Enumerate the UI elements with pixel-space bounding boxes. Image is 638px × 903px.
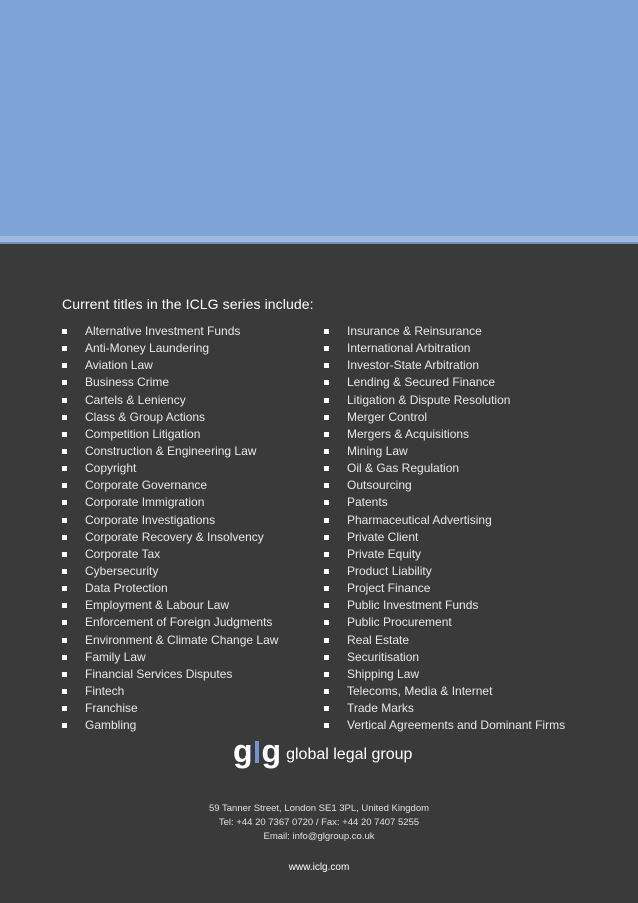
square-bullet-icon [62,586,67,591]
title-item [62,649,278,666]
title-item [62,323,278,340]
title-label: Family Law [85,649,146,664]
title-item [62,580,278,597]
title-label: Public Procurement [347,615,452,630]
titles-list-left [62,323,278,734]
title-item [324,426,565,443]
square-bullet-icon [324,672,329,677]
title-item [62,392,278,409]
square-bullet-icon [324,638,329,643]
title-item [62,666,278,683]
title-item [324,580,565,597]
title-item [62,477,278,494]
title-item [62,374,278,391]
title-label: Real Estate [347,632,410,647]
square-bullet-icon [62,432,67,437]
title-label: Cybersecurity [85,563,159,578]
square-bullet-icon [62,552,67,557]
square-bullet-icon [62,672,67,677]
square-bullet-icon [62,569,67,574]
title-label: Outsourcing [347,478,412,493]
title-item [62,460,278,477]
square-bullet-icon [62,346,67,351]
title-item [324,409,565,426]
square-bullet-icon [324,518,329,523]
email-line: Email: info@glgroup.co.uk [263,831,375,842]
title-label: Patents [347,495,388,510]
titles-list-right [324,323,565,734]
title-label: Insurance & Reinsurance [347,324,482,338]
square-bullet-icon [62,483,67,488]
title-label: Product Liability [347,563,432,578]
title-label: Private Client [347,529,419,544]
square-bullet-icon [324,603,329,608]
title-label: Employment & Labour Law [85,598,230,613]
square-bullet-icon [62,449,67,454]
square-bullet-icon [324,706,329,711]
title-item [324,666,565,683]
phone-line: Tel: +44 20 7367 0720 / Fax: +44 20 7407 5255 [218,817,420,828]
square-bullet-icon [324,483,329,488]
title-label: Oil & Gas Regulation [347,461,460,476]
square-bullet-icon [62,415,67,420]
square-bullet-icon [62,500,67,505]
title-label: Vertical Agreements and Dominant Firms [347,718,566,733]
title-item [324,443,565,460]
title-label: Private Equity [347,546,422,561]
title-label: Business Crime [85,375,170,390]
title-item [62,340,278,357]
square-bullet-icon [324,620,329,625]
title-label: Corporate Immigration [85,495,205,510]
title-item [62,357,278,374]
title-label: Mergers & Acquisitions [347,426,470,441]
title-label: Financial Services Disputes [85,666,233,681]
square-bullet-icon [324,655,329,660]
title-item [324,614,565,631]
title-label: Corporate Governance [85,478,208,493]
title-label: Copyright [85,461,137,476]
title-item [62,409,278,426]
title-item [324,683,565,700]
title-label: Corporate Recovery & Insolvency [85,529,264,544]
title-label: Enforcement of Foreign Judgments [85,615,273,630]
title-item [62,563,278,580]
logo-name: global legal group [286,746,413,763]
title-label: Cartels & Leniency [85,392,186,407]
title-label: Franchise [85,701,138,716]
square-bullet-icon [324,569,329,574]
square-bullet-icon [324,449,329,454]
website-link[interactable]: www.iclg.com [288,862,350,873]
square-bullet-icon [324,398,329,403]
title-item [62,597,278,614]
top-color-band [0,0,638,236]
square-bullet-icon [62,363,67,368]
title-label: Public Investment Funds [347,598,479,613]
title-item [324,597,565,614]
title-item [62,529,278,546]
title-item [62,443,278,460]
square-bullet-icon [324,500,329,505]
title-label: Securitisation [347,649,420,664]
title-label: Anti-Money Laundering [85,341,210,356]
square-bullet-icon [62,380,67,385]
square-bullet-icon [324,363,329,368]
square-bullet-icon [324,586,329,591]
title-label: Data Protection [85,581,168,596]
square-bullet-icon [62,689,67,694]
title-item [324,477,565,494]
square-bullet-icon [324,535,329,540]
square-bullet-icon [324,346,329,351]
title-label: Shipping Law [347,666,420,681]
title-item [324,632,565,649]
series-heading: Current titles in the ICLG series include: [62,296,314,312]
logo-mark-left: g [233,733,252,769]
address-block [0,802,638,844]
title-item [324,494,565,511]
glg-logo [233,733,413,769]
logo-bar [255,741,259,763]
logo-mark-right: g [261,733,281,769]
title-item [62,683,278,700]
square-bullet-icon [324,432,329,437]
square-bullet-icon [62,620,67,625]
glg-logo-mark [233,733,281,769]
title-item [324,357,565,374]
address-line: 59 Tanner Street, London SE1 3PL, United Kingdom [208,803,430,814]
title-label: Lending & Secured Finance [347,375,496,390]
title-item [324,717,565,734]
title-item [62,546,278,563]
title-item [324,546,565,563]
title-label: Gambling [85,718,137,733]
square-bullet-icon [324,723,329,728]
title-item [62,426,278,443]
top-band-divider [0,242,638,244]
title-item [324,529,565,546]
title-item [62,512,278,529]
square-bullet-icon [62,518,67,523]
square-bullet-icon [62,603,67,608]
square-bullet-icon [62,398,67,403]
square-bullet-icon [324,380,329,385]
square-bullet-icon [62,655,67,660]
title-label: Mining Law [347,443,408,458]
title-label: Alternative Investment Funds [85,324,241,338]
title-label: Investor-State Arbitration [347,358,480,373]
title-label: Environment & Climate Change Law [85,632,279,647]
title-item [324,649,565,666]
title-label: Aviation Law [85,358,153,373]
title-item [324,392,565,409]
title-label: Trade Marks [347,701,414,716]
title-label: Project Finance [347,581,431,596]
title-label: Corporate Tax [85,546,161,561]
title-label: Class & Group Actions [85,409,206,424]
square-bullet-icon [62,535,67,540]
square-bullet-icon [324,415,329,420]
square-bullet-icon [324,329,329,334]
title-item [324,460,565,477]
title-item [324,563,565,580]
square-bullet-icon [62,638,67,643]
title-item [62,700,278,717]
square-bullet-icon [324,552,329,557]
title-item [324,512,565,529]
title-label: Competition Litigation [85,426,201,441]
title-label: Litigation & Dispute Resolution [347,392,511,407]
title-item [324,700,565,717]
title-item [62,494,278,511]
square-bullet-icon [324,689,329,694]
square-bullet-icon [324,466,329,471]
title-item [62,632,278,649]
title-label: Corporate Investigations [85,512,216,527]
title-label: Pharmaceutical Advertising [347,512,492,527]
square-bullet-icon [62,329,67,334]
square-bullet-icon [62,723,67,728]
title-label: Merger Control [347,409,428,424]
title-item [324,374,565,391]
title-label: Telecoms, Media & Internet [347,683,493,698]
title-label: Construction & Engineering Law [85,443,257,458]
title-item [324,323,565,340]
square-bullet-icon [62,706,67,711]
title-item [62,717,278,734]
title-item [324,340,565,357]
title-label: International Arbitration [347,341,471,356]
square-bullet-icon [62,466,67,471]
title-label: Fintech [85,683,125,698]
title-item [62,614,278,631]
